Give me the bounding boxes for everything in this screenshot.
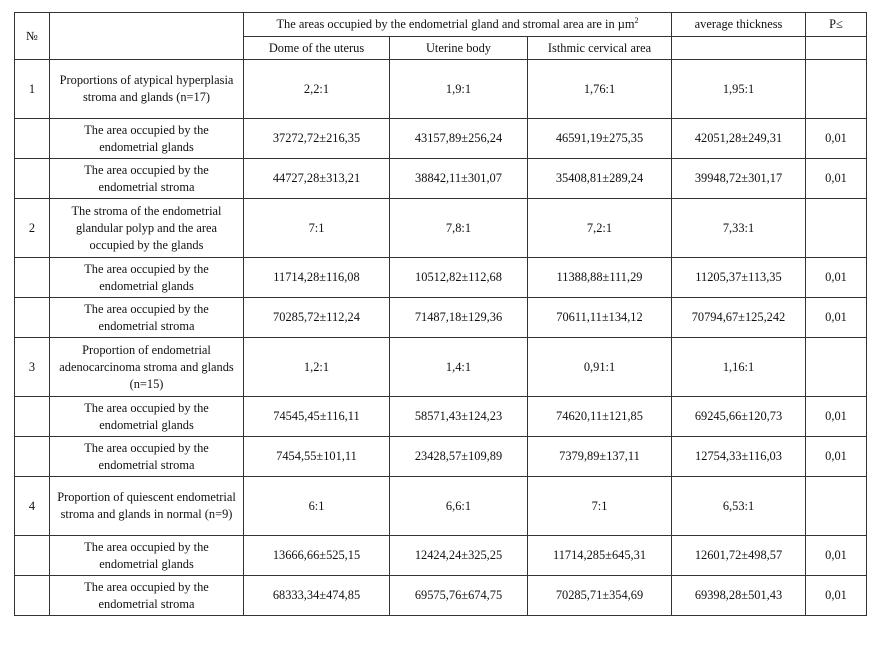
- row-number: [15, 298, 50, 338]
- subheader-p-empty: [806, 37, 867, 60]
- cell-body: 10512,82±112,68: [390, 258, 528, 298]
- row-description: The area occupied by the endometrial glands: [50, 397, 244, 437]
- cell-dome: 2,2:1: [244, 60, 390, 119]
- cell-p: 0,01: [806, 536, 867, 576]
- header-areas-text: The areas occupied by the endometrial gland and stromal area are in µm: [276, 17, 635, 31]
- row-description: The stroma of the endometrial glandular polyp and the area occupied by the glands: [50, 199, 244, 258]
- cell-isthmic: 7379,89±137,11: [528, 437, 672, 477]
- table-row: [15, 477, 867, 536]
- cell-dome: 7454,55±101,11: [244, 437, 390, 477]
- cell-body: 1,4:1: [390, 338, 528, 397]
- cell-average: 12754,33±116,03: [672, 437, 806, 477]
- table-row: [15, 576, 867, 616]
- row-number: [15, 437, 50, 477]
- cell-dome: 37272,72±216,35: [244, 119, 390, 159]
- cell-p: 0,01: [806, 258, 867, 298]
- cell-dome: 44727,28±313,21: [244, 159, 390, 199]
- row-number: 1: [15, 60, 50, 119]
- row-description: The area occupied by the endometrial glands: [50, 536, 244, 576]
- cell-p: [806, 338, 867, 397]
- row-description: The area occupied by the endometrial stroma: [50, 437, 244, 477]
- cell-isthmic: 35408,81±289,24: [528, 159, 672, 199]
- cell-average: 70794,67±125,242: [672, 298, 806, 338]
- cell-isthmic: 70285,71±354,69: [528, 576, 672, 616]
- row-description: The area occupied by the endometrial stroma: [50, 298, 244, 338]
- row-description: The area occupied by the endometrial stroma: [50, 576, 244, 616]
- cell-isthmic: 46591,19±275,35: [528, 119, 672, 159]
- cell-isthmic: 7:1: [528, 477, 672, 536]
- cell-p: [806, 199, 867, 258]
- cell-average: 11205,37±113,35: [672, 258, 806, 298]
- table-row: [15, 298, 867, 338]
- cell-p: 0,01: [806, 576, 867, 616]
- row-description: Proportion of endometrial adenocarcinoma stroma and glands (n=15): [50, 338, 244, 397]
- row-number: [15, 119, 50, 159]
- header-number: №: [15, 13, 50, 60]
- table-row: [15, 119, 867, 159]
- table-row: [15, 437, 867, 477]
- table-row: [15, 199, 867, 258]
- cell-p: 0,01: [806, 159, 867, 199]
- cell-p: [806, 60, 867, 119]
- cell-dome: 68333,34±474,85: [244, 576, 390, 616]
- cell-p: 0,01: [806, 298, 867, 338]
- row-description: Proportions of atypical hyperplasia stroma and glands (n=17): [50, 60, 244, 119]
- cell-dome: 70285,72±112,24: [244, 298, 390, 338]
- cell-isthmic: 70611,11±134,12: [528, 298, 672, 338]
- cell-p: 0,01: [806, 119, 867, 159]
- cell-isthmic: 1,76:1: [528, 60, 672, 119]
- cell-body: 1,9:1: [390, 60, 528, 119]
- cell-body: 38842,11±301,07: [390, 159, 528, 199]
- cell-isthmic: 11714,285±645,31: [528, 536, 672, 576]
- cell-dome: 7:1: [244, 199, 390, 258]
- table-row: [15, 338, 867, 397]
- cell-body: 6,6:1: [390, 477, 528, 536]
- subheader-average-empty: [672, 37, 806, 60]
- cell-average: 42051,28±249,31: [672, 119, 806, 159]
- row-description: Proportion of quiescent endometrial stroma and glands in normal (n=9): [50, 477, 244, 536]
- row-number: 4: [15, 477, 50, 536]
- row-number: [15, 397, 50, 437]
- cell-body: 58571,43±124,23: [390, 397, 528, 437]
- cell-average: 6,53:1: [672, 477, 806, 536]
- header-areas: [244, 13, 672, 37]
- cell-body: 12424,24±325,25: [390, 536, 528, 576]
- header-areas-superscript: 2: [634, 15, 639, 25]
- row-number: [15, 576, 50, 616]
- cell-isthmic: 7,2:1: [528, 199, 672, 258]
- cell-body: 43157,89±256,24: [390, 119, 528, 159]
- cell-average: 1,16:1: [672, 338, 806, 397]
- subheader-dome: Dome of the uterus: [244, 37, 390, 60]
- cell-average: 69245,66±120,73: [672, 397, 806, 437]
- header-description: [50, 13, 244, 60]
- table-row: [15, 60, 867, 119]
- header-row: [15, 13, 867, 37]
- table-row: [15, 536, 867, 576]
- row-number: [15, 159, 50, 199]
- subheader-isthmic: Isthmic cervical area: [528, 37, 672, 60]
- cell-body: 7,8:1: [390, 199, 528, 258]
- row-description: The area occupied by the endometrial glands: [50, 258, 244, 298]
- cell-average: 12601,72±498,57: [672, 536, 806, 576]
- table-row: [15, 159, 867, 199]
- row-number: 2: [15, 199, 50, 258]
- cell-average: 7,33:1: [672, 199, 806, 258]
- data-table: [14, 12, 867, 616]
- table-row: [15, 397, 867, 437]
- cell-average: 1,95:1: [672, 60, 806, 119]
- row-description: The area occupied by the endometrial glands: [50, 119, 244, 159]
- cell-p: [806, 477, 867, 536]
- cell-isthmic: 74620,11±121,85: [528, 397, 672, 437]
- cell-body: 23428,57±109,89: [390, 437, 528, 477]
- row-number: [15, 258, 50, 298]
- row-description: The area occupied by the endometrial stroma: [50, 159, 244, 199]
- row-number: 3: [15, 338, 50, 397]
- cell-body: 71487,18±129,36: [390, 298, 528, 338]
- table-row: [15, 258, 867, 298]
- cell-body: 69575,76±674,75: [390, 576, 528, 616]
- cell-dome: 74545,45±116,11: [244, 397, 390, 437]
- cell-dome: 1,2:1: [244, 338, 390, 397]
- cell-isthmic: 11388,88±111,29: [528, 258, 672, 298]
- cell-average: 39948,72±301,17: [672, 159, 806, 199]
- cell-dome: 13666,66±525,15: [244, 536, 390, 576]
- cell-p: 0,01: [806, 437, 867, 477]
- header-p: P≤: [806, 13, 867, 37]
- cell-dome: 11714,28±116,08: [244, 258, 390, 298]
- cell-isthmic: 0,91:1: [528, 338, 672, 397]
- cell-average: 69398,28±501,43: [672, 576, 806, 616]
- cell-p: 0,01: [806, 397, 867, 437]
- subheader-body: Uterine body: [390, 37, 528, 60]
- header-average: average thickness: [672, 13, 806, 37]
- cell-dome: 6:1: [244, 477, 390, 536]
- row-number: [15, 536, 50, 576]
